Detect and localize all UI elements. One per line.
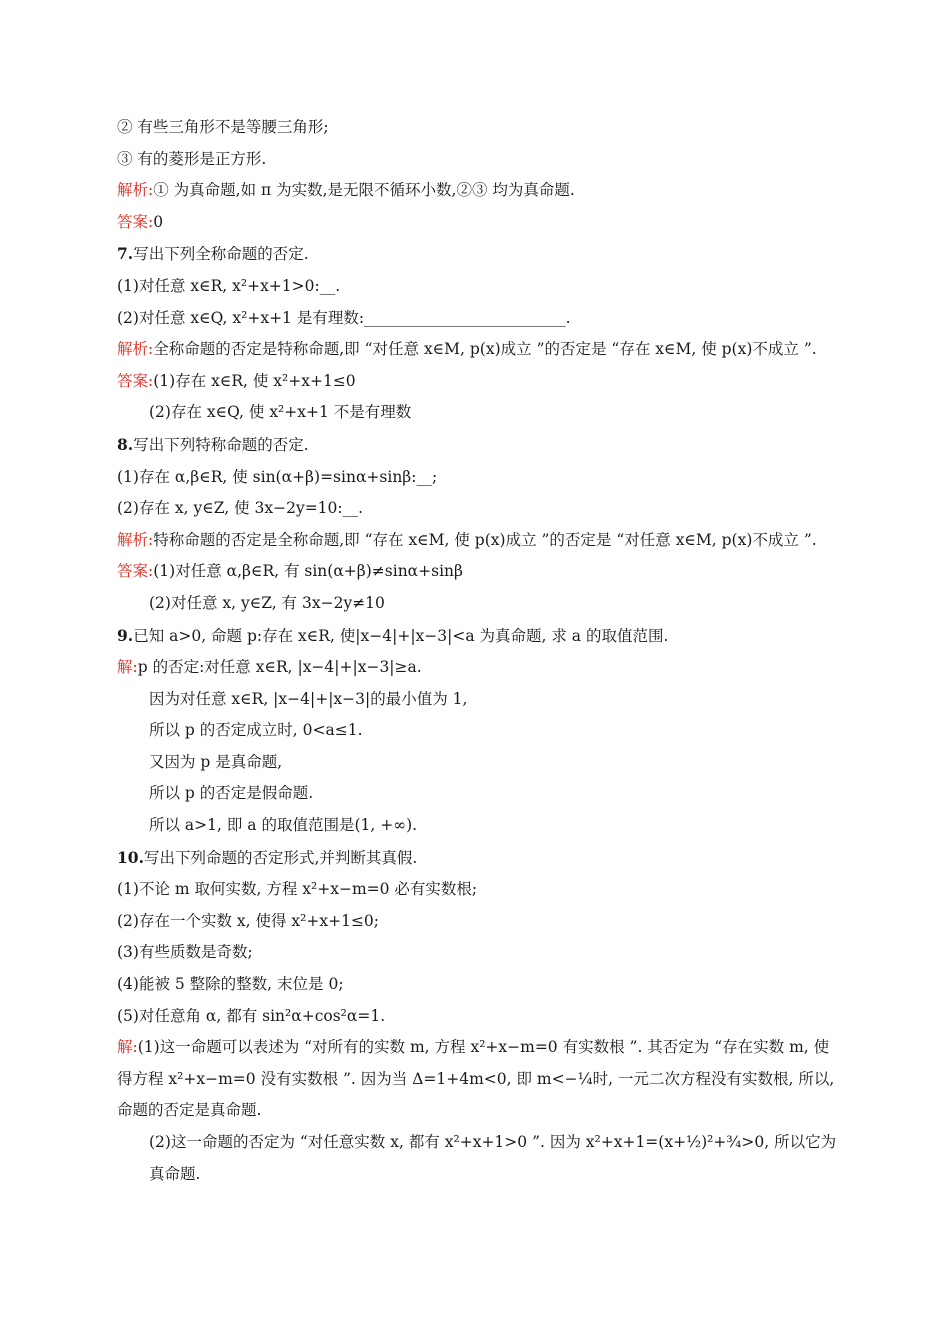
question-number: 7.	[117, 244, 134, 264]
answer-7-part-2: (2)存在 x∈Q, 使 x²+x+1 不是有理数	[149, 403, 412, 422]
analysis-label: 解析:	[117, 181, 154, 200]
question-8: 8.写出下列特称命题的否定.	[117, 434, 309, 454]
question-8-part-2: (2)存在 x, y∈Z, 使 3x−2y=10:__.	[117, 499, 364, 518]
document-content	[117, 112, 837, 1190]
question-10-part-2: (2)存在一个实数 x, 使得 x²+x+1≤0;	[117, 911, 380, 930]
analysis-label: 解析:	[117, 530, 154, 549]
question-7-part-1: (1)对任意 x∈R, x²+x+1>0:__.	[117, 276, 341, 295]
question-7: 7.写出下列全称命题的否定.	[117, 244, 309, 264]
question-10-part-1: (1)不论 m 取何实数, 方程 x²+x−m=0 必有实数根;	[117, 880, 478, 899]
answer-7: 答案:(1)存在 x∈R, 使 x²+x+1≤0	[117, 371, 356, 390]
solution-10-part-2: (2)这一命题的否定为 “对任意实数 x, 都有 x²+x+1>0 ”. 因为 x²+x+1=(x+½)²+¾>0, 所以它为真命题.	[149, 1133, 837, 1183]
solution-9-step-4: 所以 p 的否定是假命题.	[149, 784, 314, 803]
analysis-8: 解析:特称命题的否定是全称命题,即 “存在 x∈M, 使 p(x)成立 ”的否定是 “对任意 x∈M, p(x)不成立 ”.	[117, 530, 817, 549]
solution-9-step-5: 所以 a>1, 即 a 的取值范围是(1, +∞).	[149, 816, 418, 835]
question-number: 10.	[117, 847, 144, 867]
question-10-part-3: (3)有些质数是奇数;	[117, 943, 253, 962]
answer-label: 答案:	[117, 562, 154, 581]
question-number: 9.	[117, 625, 134, 645]
answer-8: 答案:(1)对任意 α,β∈R, 有 sin(α+β)≠sinα+sinβ	[117, 562, 463, 581]
question-9: 9.已知 a>0, 命题 p:存在 x∈R, 使|x−4|+|x−3|<a 为真命题, 求 a 的取值范围.	[117, 625, 669, 645]
answer-6: 答案:0	[117, 212, 164, 231]
solution-9-step-1: 因为对任意 x∈R, |x−4|+|x−3|的最小值为 1,	[149, 689, 468, 708]
analysis-7: 解析:全称命题的否定是特称命题,即 “对任意 x∈M, p(x)成立 ”的否定是 “存在 x∈M, 使 p(x)不成立 ”.	[117, 340, 817, 359]
statement-2: ② 有些三角形不是等腰三角形;	[117, 118, 329, 136]
analysis-label: 解析:	[117, 340, 154, 359]
solution-10: 解:(1)这一命题可以表述为 “对所有的实数 m, 方程 x²+x−m=0 有实数根 ”. 其否定为 “存在实数 m, 使得方程 x²+x−m=0 没有实数根 ”. 因为当 Δ=1+4m<0, 即 m<−¼时, 一元二次方程没有实数根, 所以, 命题的否定是真命题.	[117, 1038, 835, 1120]
question-number: 8.	[117, 434, 134, 454]
question-10-part-4: (4)能被 5 整除的整数, 末位是 0;	[117, 975, 344, 994]
solution-9: 解:p 的否定:对任意 x∈R, |x−4|+|x−3|≥a.	[117, 658, 422, 677]
answer-8-part-2: (2)对任意 x, y∈Z, 有 3x−2y≠10	[149, 593, 385, 612]
question-8-part-1: (1)存在 α,β∈R, 使 sin(α+β)=sinα+sinβ:__;	[117, 467, 438, 486]
solution-label: 解:	[117, 1038, 138, 1057]
question-10: 10.写出下列命题的否定形式,并判断其真假.	[117, 847, 418, 867]
answer-label: 答案:	[117, 212, 154, 231]
solution-9-step-2: 所以 p 的否定成立时, 0<a≤1.	[149, 721, 363, 740]
answer-label: 答案:	[117, 371, 154, 390]
solution-9-step-3: 又因为 p 是真命题,	[149, 752, 283, 771]
question-10-part-5: (5)对任意角 α, 都有 sin²α+cos²α=1.	[117, 1006, 386, 1025]
question-7-part-2: (2)对任意 x∈Q, x²+x+1 是有理数:__________________________.	[117, 308, 571, 327]
solution-label: 解:	[117, 658, 138, 677]
statement-3: ③ 有的菱形是正方形.	[117, 149, 267, 168]
analysis-6: 解析:① 为真命题,如 π 为实数,是无限不循环小数,②③ 均为真命题.	[117, 181, 575, 200]
